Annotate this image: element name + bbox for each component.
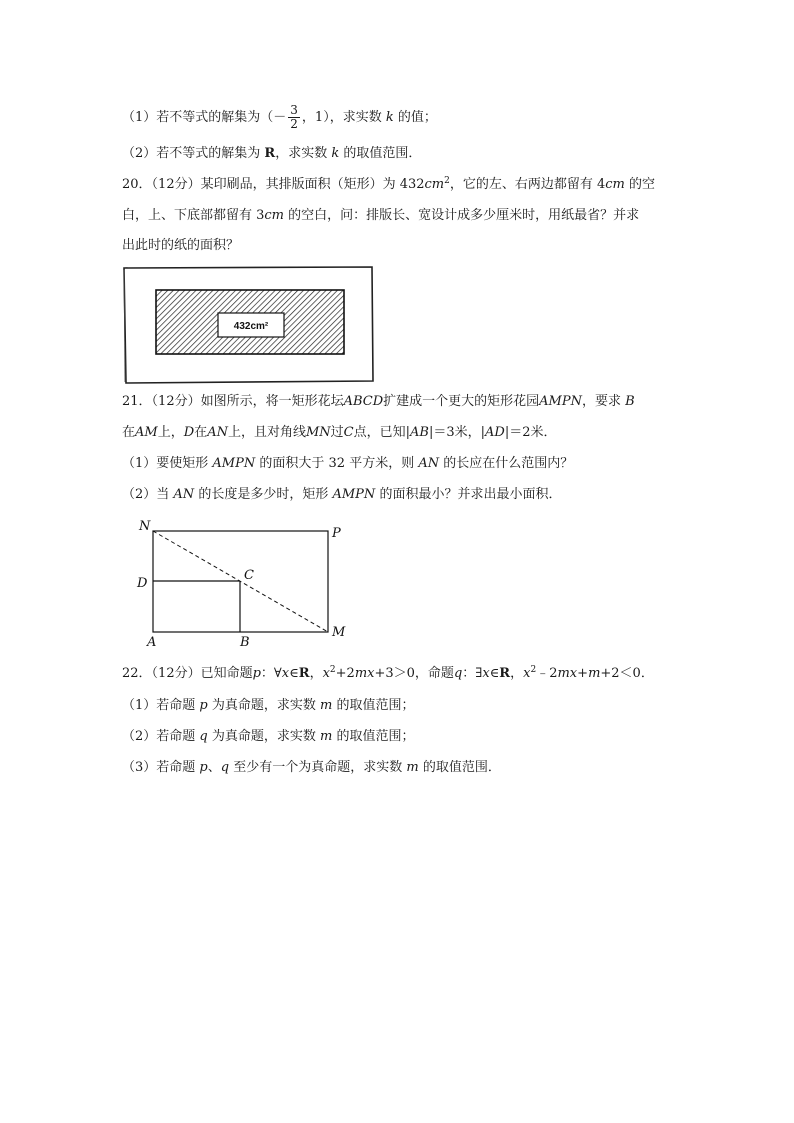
print-area-label: 432cm²: [233, 321, 269, 332]
q19-part2: （2）若不等式的解集为 R，求实数 k 的取值范围．: [122, 146, 422, 161]
q20-line3: 出此时的纸的面积？: [122, 238, 240, 253]
q20-line2: 白，上、下底部都留有 3cm 的空白，问：排版长、宽设计成多少厘米时，用纸最省？并求: [122, 208, 640, 223]
garden-rectangle-figure: [130, 516, 360, 650]
q22-part2: （2）若命题 q 为真命题，求实数 m 的取值范围；: [122, 729, 415, 744]
label-P: P: [332, 526, 341, 541]
label-M: M: [332, 625, 346, 640]
q19-part1: （1）若不等式的解集为（－ $\frac{3}{2}$ ，1），求实数 k 的值；: [122, 103, 437, 131]
label-D: D: [137, 576, 148, 591]
label-B: B: [240, 635, 250, 650]
q22-line1: 22．（12分）已知命题p：∀x∈R，$x^2+2mx+3>0$，命题q：∃x∈R，$x^2﹣2mx+m+2<0$．: [122, 665, 654, 681]
q22-part1: （1）若命题 p 为真命题，求实数 m 的取值范围；: [122, 698, 415, 713]
q21-part1: （1）要使矩形 AMPN 的面积大于 32 平方米，则 AN 的长应在什么范围内？: [122, 456, 574, 471]
label-A: A: [147, 635, 157, 650]
fraction-three-halves: $\frac{3}{2}$: [290, 103, 298, 131]
q21-line1: 21．（12分）如图所示，将一矩形花坛ABCD扩建成一个更大的矩形花园AMPN，要求 B: [122, 394, 635, 409]
q21-part2: （2）当 AN 的长度是多少时，矩形 AMPN 的面积最小？并求出最小面积．: [122, 487, 562, 502]
label-N: N: [139, 519, 151, 534]
q22-part3: （3）若命题 p、q 至少有一个为真命题，求实数 m 的取值范围．: [122, 760, 501, 775]
q21-line2: 在AM上，D在AN上，且对角线MN过C点，已知|AB|＝3米，|AD|＝2米．: [122, 425, 557, 440]
q20-line1: 20．（12分）某印刷品，其排版面积（矩形）为 $432cm^2$，它的左、右两边都留有 4cm 的空: [122, 176, 656, 192]
label-C: C: [244, 568, 254, 583]
print-layout-figure: [120, 264, 376, 386]
